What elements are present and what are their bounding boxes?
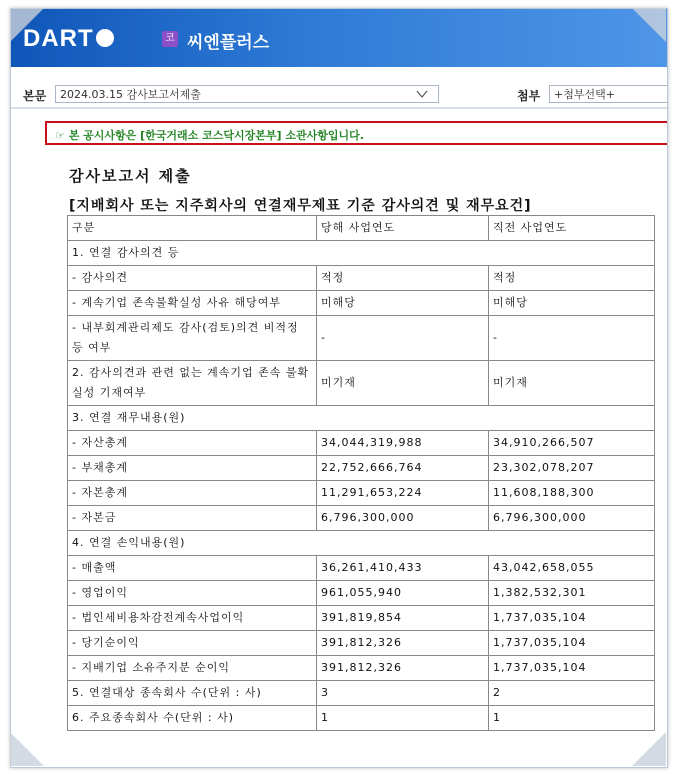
row-label-cell: - 자본총계 [68, 481, 317, 506]
row-label-cell: - 계속기업 존속불확실성 사유 해당여부 [68, 291, 317, 316]
previous-year-cell: 1,382,532,301 [489, 581, 655, 606]
table-section-row [68, 241, 655, 266]
table-section-row [68, 531, 655, 556]
previous-year-cell: 1,737,035,104 [489, 606, 655, 631]
toolbar-divider [11, 107, 667, 109]
current-year-cell: 6,796,300,000 [317, 506, 489, 531]
previous-year-cell: 11,608,188,300 [489, 481, 655, 506]
current-year-cell: 적정 [317, 266, 489, 291]
table-row [68, 631, 655, 656]
main-doc-label: 본문 [23, 89, 47, 103]
current-year-cell: 11,291,653,224 [317, 481, 489, 506]
table-row [68, 506, 655, 531]
main-doc-select[interactable] [55, 85, 439, 103]
section-label-cell: 1. 연결 감사의견 등 [68, 241, 655, 266]
row-label-cell: - 내부회계관리제도 감사(검토)의견 비적정 등 여부 [68, 316, 317, 361]
current-year-cell: 미해당 [317, 291, 489, 316]
row-label-cell: - 매출액 [68, 556, 317, 581]
chevron-down-icon [416, 88, 428, 100]
table-row [68, 581, 655, 606]
section-label-cell: 3. 연결 재무내용(원) [68, 406, 655, 431]
main-doc-select-value: 2024.03.15 감사보고서제출 [60, 88, 201, 101]
previous-year-cell: 1,737,035,104 [489, 631, 655, 656]
corner-decoration [10, 732, 44, 766]
row-label-cell: - 감사의견 [68, 266, 317, 291]
header-bar [11, 9, 667, 67]
current-year-cell: - [317, 316, 489, 361]
current-year-cell: 3 [317, 681, 489, 706]
header-cell-category: 구분 [68, 216, 317, 241]
row-label-cell: 5. 연결대상 종속회사 수(단위 : 사) [68, 681, 317, 706]
notice-box [45, 121, 668, 145]
document-title: 감사보고서 제출 [69, 167, 192, 185]
current-year-cell: 미기재 [317, 361, 489, 406]
table-row [68, 431, 655, 456]
row-label-cell: - 법인세비용차감전계속사업이익 [68, 606, 317, 631]
table-row [68, 606, 655, 631]
previous-year-cell: 적정 [489, 266, 655, 291]
previous-year-cell: 23,302,078,207 [489, 456, 655, 481]
previous-year-cell: - [489, 316, 655, 361]
current-year-cell: 36,261,410,433 [317, 556, 489, 581]
row-label-cell: - 자산총계 [68, 431, 317, 456]
row-label-cell: 2. 감사의견과 관련 없는 계속기업 존속 불확실성 기재여부 [68, 361, 317, 406]
header-cell-previous-year: 직전 사업연도 [489, 216, 655, 241]
notice-text: ☞ 본 공시사항은 [한국거래소 코스닥시장본부] 소관사항입니다. [55, 129, 364, 142]
logo-mark-icon [96, 29, 114, 47]
current-year-cell: 391,812,326 [317, 656, 489, 681]
table-row [68, 706, 655, 731]
table-row [68, 456, 655, 481]
attach-label: 첨부 [517, 89, 541, 103]
section-label-cell: 4. 연결 손익내용(원) [68, 531, 655, 556]
previous-year-cell: 1 [489, 706, 655, 731]
previous-year-cell: 미해당 [489, 291, 655, 316]
previous-year-cell: 43,042,658,055 [489, 556, 655, 581]
attach-select[interactable] [549, 85, 668, 103]
table-header-row [68, 216, 655, 241]
corner-decoration [632, 732, 666, 766]
current-year-cell: 961,055,940 [317, 581, 489, 606]
previous-year-cell: 미기재 [489, 361, 655, 406]
table-row [68, 316, 655, 361]
row-label-cell: 6. 주요종속회사 수(단위 : 사) [68, 706, 317, 731]
current-year-cell: 22,752,666,764 [317, 456, 489, 481]
logo-text: DART [23, 25, 94, 52]
document-toolbar [11, 75, 667, 103]
row-label-cell: - 부채총계 [68, 456, 317, 481]
current-year-cell: 391,819,854 [317, 606, 489, 631]
document-subtitle: [지배회사 또는 지주회사의 연결재무제표 기준 감사의견 및 재무요건] [69, 198, 532, 214]
header-cell-current-year: 당해 사업연도 [317, 216, 489, 241]
company-name: 씨엔플러스 [187, 33, 270, 53]
corner-decoration [10, 8, 44, 42]
previous-year-cell: 34,910,266,507 [489, 431, 655, 456]
previous-year-cell: 6,796,300,000 [489, 506, 655, 531]
market-badge: 코 [162, 31, 178, 47]
table-row [68, 656, 655, 681]
viewer-frame [10, 8, 668, 768]
table-row [68, 291, 655, 316]
current-year-cell: 391,812,326 [317, 631, 489, 656]
financial-table-body [68, 216, 655, 731]
previous-year-cell: 1,737,035,104 [489, 656, 655, 681]
table-row [68, 681, 655, 706]
table-row [68, 266, 655, 291]
financial-table [67, 215, 655, 731]
current-year-cell: 1 [317, 706, 489, 731]
attach-select-value: +첨부선택+ [554, 88, 615, 101]
row-label-cell: - 당기순이익 [68, 631, 317, 656]
previous-year-cell: 2 [489, 681, 655, 706]
table-row [68, 361, 655, 406]
table-row [68, 556, 655, 581]
table-section-row [68, 406, 655, 431]
current-year-cell: 34,044,319,988 [317, 431, 489, 456]
corner-decoration [632, 8, 666, 42]
row-label-cell: - 영업이익 [68, 581, 317, 606]
row-label-cell: - 지배기업 소유주지분 순이익 [68, 656, 317, 681]
table-row [68, 481, 655, 506]
row-label-cell: - 자본금 [68, 506, 317, 531]
